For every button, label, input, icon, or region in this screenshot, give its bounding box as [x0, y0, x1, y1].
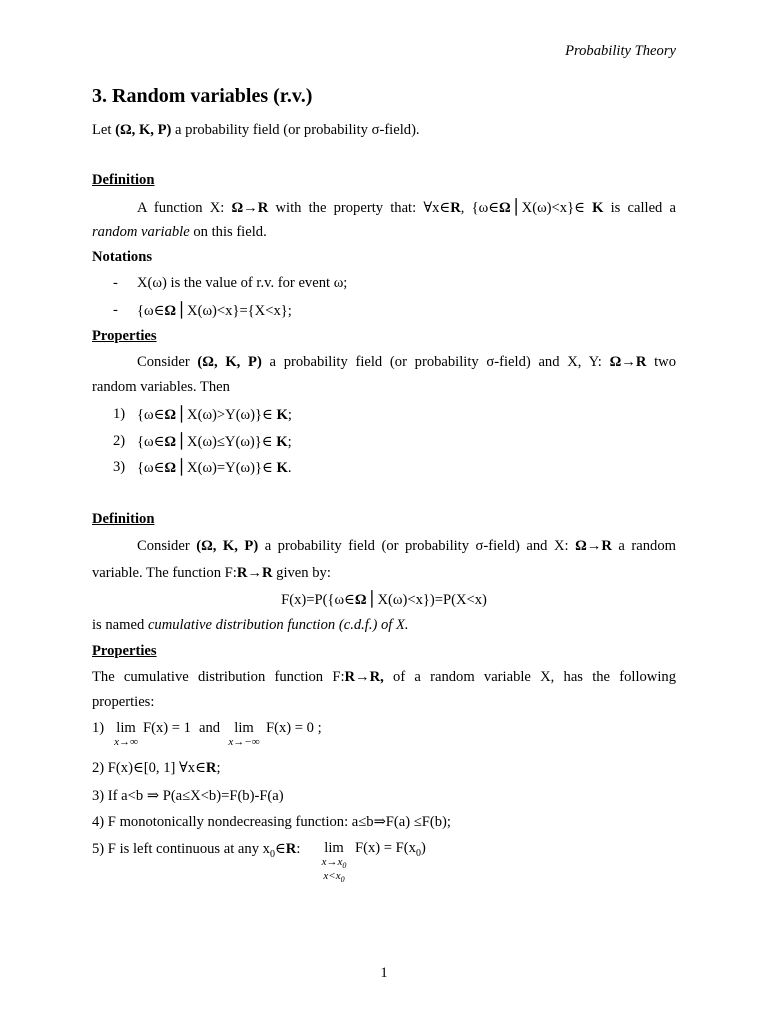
- limit-minus-infinity-expression: F(x) = 0 ;: [266, 720, 322, 736]
- limit-infinity-expression: F(x) = 1: [143, 720, 191, 736]
- property-item-3: {ω∈Ω⎪X(ω)=Y(ω)}∈ K.: [137, 460, 292, 476]
- definition-2-line-3: is named cumulative distribution function (c.d.f.) of X.: [92, 617, 409, 633]
- limit-infinity: lim x→∞: [114, 720, 138, 748]
- property-item-2: {ω∈Ω⎪X(ω)≤Y(ω)}∈ K;: [137, 434, 292, 450]
- properties-2-line-1: The cumulative distribution function F:R→R, of a random variable X, has the following: [92, 669, 676, 685]
- cdf-formula: F(x)=P({ω∈Ω⎪X(ω)<x})=P(X<x): [281, 592, 487, 608]
- property-item-2-number: 2): [113, 433, 126, 449]
- notation-item-2: {ω∈Ω⎪X(ω)<x}={X<x};: [137, 303, 292, 319]
- cdf-property-5-text: 5) F is left continuous at any $x_0\in R$:: [92, 841, 301, 860]
- definition-heading-2: Definition: [92, 511, 155, 527]
- definition-heading-1: Definition: [92, 172, 155, 188]
- cdf-property-4: 4) F monotonically nondecreasing function: a≤b⇒F(a) ≤F(b);: [92, 814, 451, 830]
- definition-2-line-1: Consider (Ω, K, P) a probability field (or probability σ-field) and X: Ω→R a random: [137, 538, 676, 554]
- cdf-property-1-number: 1): [92, 720, 105, 736]
- notation-item-2-dash: -: [113, 302, 118, 318]
- notation-item-1-dash: -: [113, 275, 118, 291]
- left-limit: lim $x\to x_0$ $x<x_0$: [321, 840, 347, 885]
- properties-1-line-2: random variables. Then: [92, 379, 230, 395]
- properties-2-line-2: properties:: [92, 694, 155, 710]
- limit-minus-infinity: lim x→−∞: [228, 720, 260, 748]
- cdf-property-2: 2) F(x)∈[0, 1] ∀x∈R;: [92, 760, 221, 776]
- left-limit-expression: $F(x) = F(x_0)$: [355, 840, 426, 859]
- page-number: 1: [380, 965, 388, 981]
- definition-2-line-2: variable. The function F:R→R given by:: [92, 565, 331, 581]
- cdf-property-3: 3) If a<b ⇒ P(a≤X<b)=F(b)-F(a): [92, 788, 284, 804]
- definition-1-line-1: A function X: Ω→R with the property that: ∀x∈R, {ω∈Ω⎪X(ω)<x}∈ K is called a: [137, 200, 676, 216]
- property-item-3-number: 3): [113, 459, 126, 475]
- notation-item-1: X(ω) is the value of r.v. for event ω;: [137, 275, 348, 291]
- properties-1-line-1: Consider (Ω, K, P) a probability field (or probability σ-field) and X, Y: Ω→R two: [137, 354, 676, 370]
- section-title: 3. Random variables (r.v.): [92, 85, 313, 107]
- notations-heading: Notations: [92, 249, 152, 265]
- and-text: and: [199, 720, 221, 736]
- properties-heading-1: Properties: [92, 328, 157, 344]
- definition-1-line-2: random variable on this field.: [92, 224, 267, 240]
- property-item-1: {ω∈Ω⎪X(ω)>Y(ω)}∈ K;: [137, 407, 292, 423]
- properties-heading-2: Properties: [92, 643, 157, 659]
- running-header: Probability Theory: [565, 43, 676, 59]
- property-item-1-number: 1): [113, 406, 126, 422]
- intro-line: Let (Ω, K, P) a probability field (or probability σ-field).: [92, 122, 420, 138]
